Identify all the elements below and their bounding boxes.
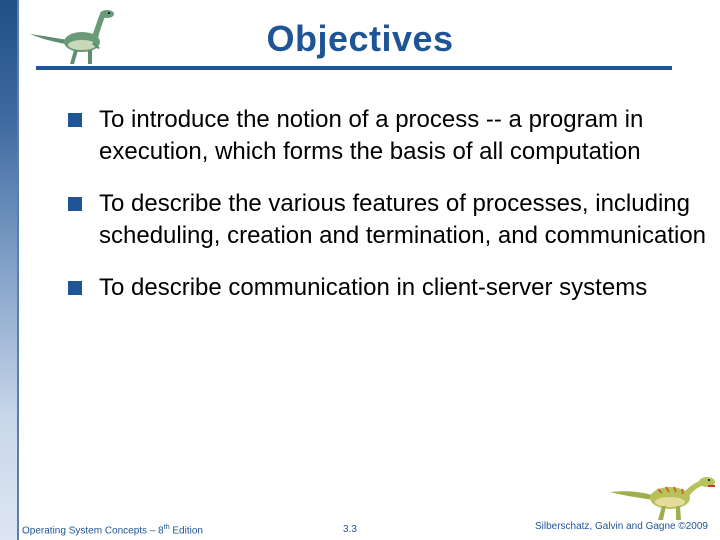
square-bullet-icon [68,113,82,127]
footer-book-title [22,524,203,536]
title-underline [36,66,672,70]
page-number: 3.3 [343,524,357,535]
bullet-text: To describe communication in client-server systems [99,274,648,301]
footer-book-title-sup: th [163,524,170,531]
page-title: Objectives [266,18,454,59]
square-bullet-icon [68,197,82,211]
footer-copyright: Silberschatz, Galvin and Gagne ©2009 [534,521,708,532]
bullet-list [68,104,708,324]
footer-book-title-suffix: Edition [169,525,203,537]
sidebar-edge [17,0,19,540]
footer-book-title-prefix: Operating System Concepts – 8 [22,525,164,537]
list-item [68,104,708,168]
dinosaur-icon [608,462,718,524]
dinosaur-icon [26,4,138,68]
list-item [68,188,708,252]
bullet-text: To introduce the notion of a process -- a program in execution, which forms the basis of all computation [99,106,644,165]
left-sidebar [0,0,17,540]
list-item [68,272,708,304]
bullet-text: To describe the various features of processes, including scheduling, creation and termination, and communication [99,190,707,249]
square-bullet-icon [68,281,82,295]
